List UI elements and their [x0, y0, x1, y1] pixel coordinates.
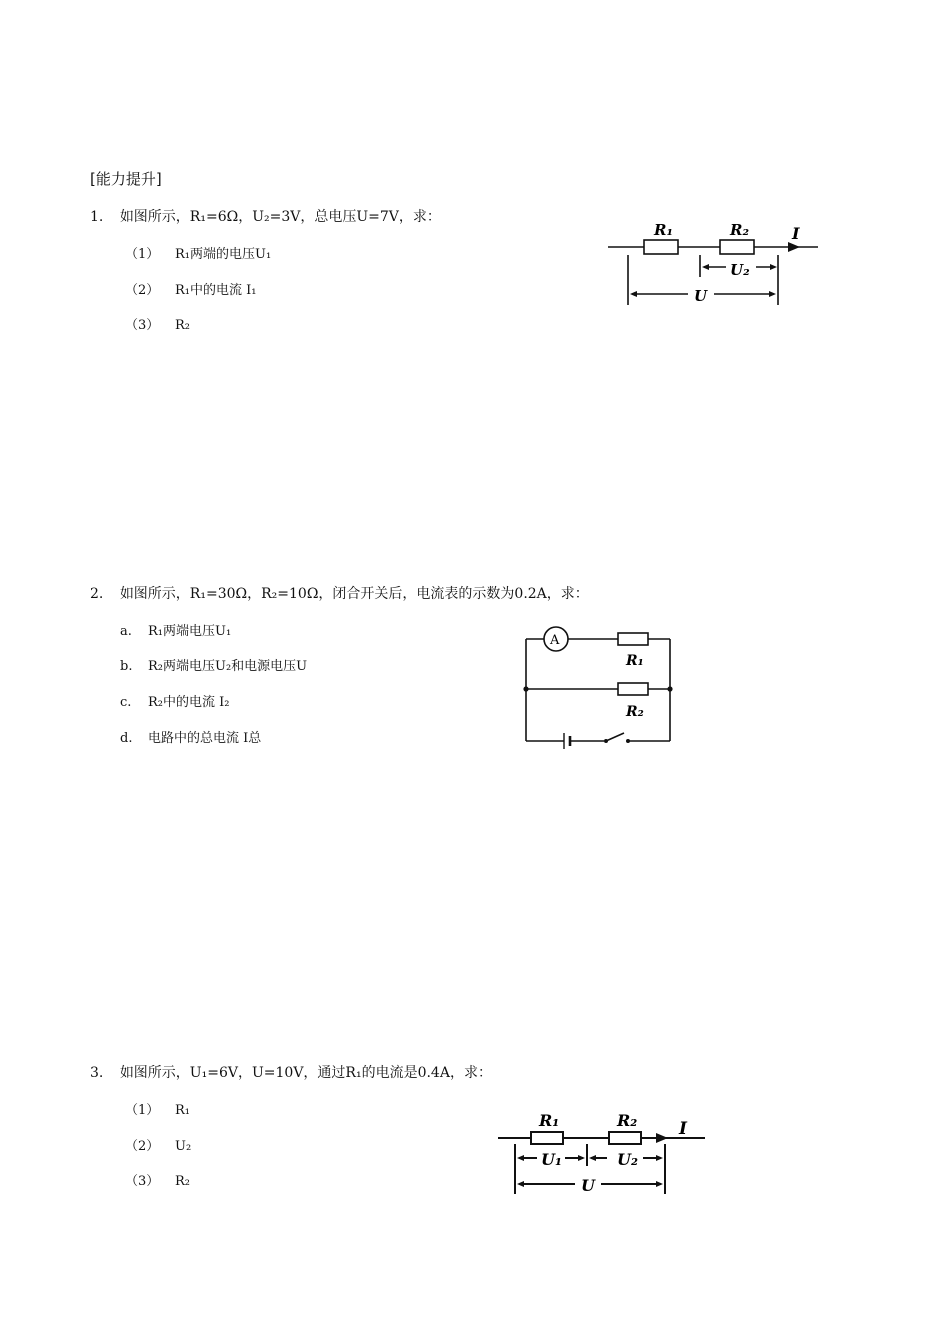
question-number: 1.	[90, 209, 104, 225]
r2-label: R₂	[730, 221, 750, 239]
question-text: 如图所示，U₁=6V，U=10V，通过R₁的电流是0.4A，求：	[119, 1065, 492, 1081]
section-title: [能力提升]	[90, 170, 162, 188]
question-1-part-1: （1） R₁两端的电压U₁	[125, 247, 272, 262]
r2-label: R₂	[617, 1111, 638, 1130]
question-3-part-2: （2） U₂	[125, 1139, 192, 1154]
u2-label: U₂	[617, 1150, 638, 1169]
u2-label: U₂	[730, 261, 750, 279]
question-number: 2.	[90, 586, 104, 602]
u1-label: U₁	[541, 1150, 562, 1169]
question-1-stem	[90, 206, 441, 226]
r2-label: R₂	[626, 704, 644, 720]
question-2-part-c: c. R₂中的电流 I₂	[120, 695, 230, 710]
question-3-stem	[90, 1062, 492, 1082]
r1-label: R₁	[626, 653, 644, 669]
question-2-stem	[90, 583, 589, 603]
question-text: 如图所示，R₁=30Ω，R₂=10Ω，闭合开关后，电流表的示数为0.2A，求：	[119, 586, 589, 602]
ammeter-label: A	[550, 633, 560, 648]
current-label: I	[679, 1119, 687, 1139]
question-2-part-d: d. 电路中的总电流 I总	[120, 731, 262, 746]
current-label: I	[792, 224, 800, 243]
r1-label: R₁	[539, 1111, 560, 1130]
question-1-circuit-diagram	[600, 205, 825, 310]
u-label: U	[694, 287, 708, 305]
question-1-part-2: （2） R₁中的电流 I₁	[125, 283, 257, 298]
question-number: 3.	[90, 1065, 104, 1081]
question-2-circuit-diagram	[518, 625, 683, 750]
question-2-part-a: a. R₁两端电压U₁	[120, 624, 232, 639]
u-label: U	[581, 1176, 595, 1195]
question-2-part-b: b. R₂两端电压U₂和电源电压U	[120, 659, 308, 674]
question-1-part-3: （3） R₂	[125, 318, 190, 333]
question-text: 如图所示，R₁=6Ω，U₂=3V，总电压U=7V，求：	[119, 209, 441, 225]
question-3-circuit-diagram	[493, 1100, 713, 1200]
question-3-part-1: （1） R₁	[125, 1103, 190, 1118]
r1-label: R₁	[654, 221, 674, 239]
question-3-part-3: （3） R₂	[125, 1174, 190, 1189]
